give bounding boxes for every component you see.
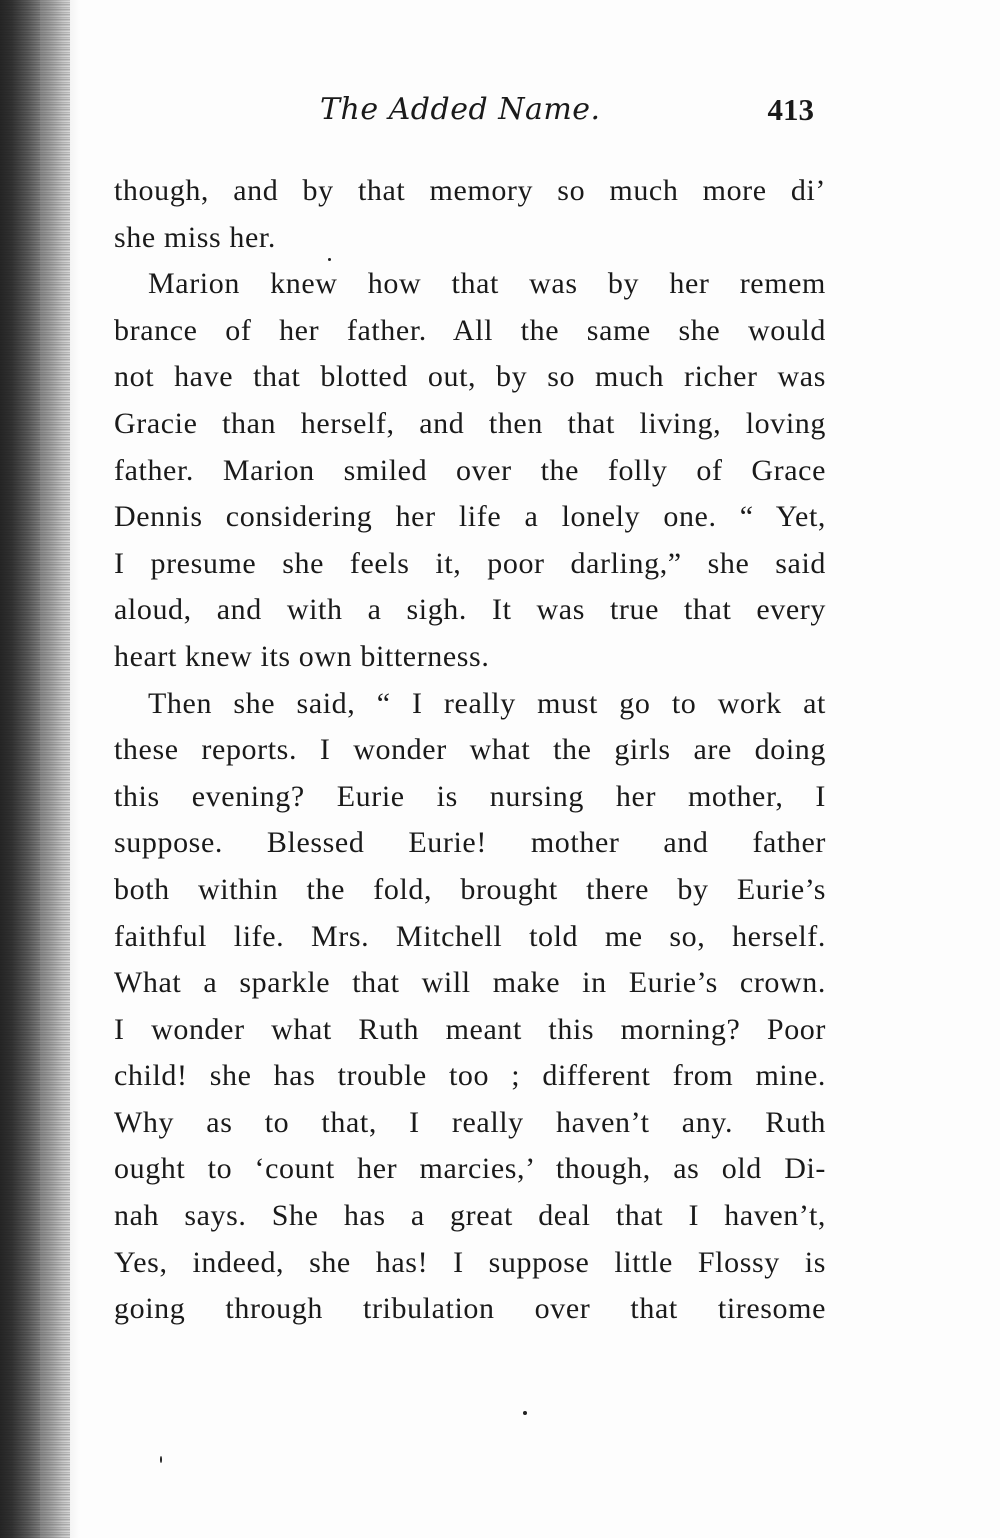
text-line: Why as to that, I really haven’t any. Ruth — [114, 1105, 826, 1139]
text-line: suppose. Blessed Eurie! mother and father — [114, 826, 826, 860]
binding-fade — [40, 0, 80, 1538]
text-line: nah says. She has a great deal that I haven’t, — [114, 1199, 826, 1233]
text-line: ought to ‘count her marcies,’ though, as old Di- — [114, 1152, 826, 1186]
text-line: aloud, and with a sigh. It was true that every — [114, 593, 826, 627]
text-line: Then she said, “ I really must go to work at — [148, 686, 826, 720]
text-line: going through tribulation over that tiresome — [114, 1292, 826, 1326]
running-head — [110, 92, 822, 136]
text-line: though, and by that memory so much more di’ — [114, 174, 826, 207]
body-text — [114, 168, 826, 1333]
text-line: this evening? Eurie is nursing her mother, I — [114, 779, 826, 813]
text-line: she miss her. — [114, 220, 276, 254]
text-line: father. Marion smiled over the folly of Grace — [114, 453, 826, 487]
ink-speck — [523, 1411, 527, 1415]
text-line: faithful life. Mrs. Mitchell told me so, herself. — [114, 919, 826, 953]
ink-speck — [160, 1456, 162, 1463]
text-line: Marion knew how that was by her remem — [148, 267, 826, 301]
text-line: Yes, indeed, she has! I suppose little Flossy is — [114, 1245, 826, 1279]
text-line: not have that blotted out, by so much richer was — [114, 360, 826, 394]
text-line: these reports. I wonder what the girls are doing — [114, 733, 826, 767]
text-line: What a sparkle that will make in Eurie’s crown. — [114, 966, 826, 1000]
text-line: brance of her father. All the same she would — [114, 313, 826, 347]
page-number: 413 — [767, 92, 814, 127]
text-line: I wonder what Ruth meant this morning? Poor — [114, 1012, 826, 1046]
ink-speck — [328, 258, 331, 261]
text-line: child! she has trouble too ; different from mine. — [114, 1059, 826, 1093]
text-line: Gracie than herself, and then that living, loving — [114, 406, 826, 440]
text-line: Dennis considering her life a lonely one. “ Yet, — [114, 500, 826, 534]
text-line: I presume she feels it, poor darling,” she said — [114, 546, 826, 580]
text-line: heart knew its own bitterness. — [114, 639, 490, 673]
running-title: The Added Name. — [320, 92, 601, 127]
text-line: both within the fold, brought there by Eurie’s — [114, 872, 826, 906]
